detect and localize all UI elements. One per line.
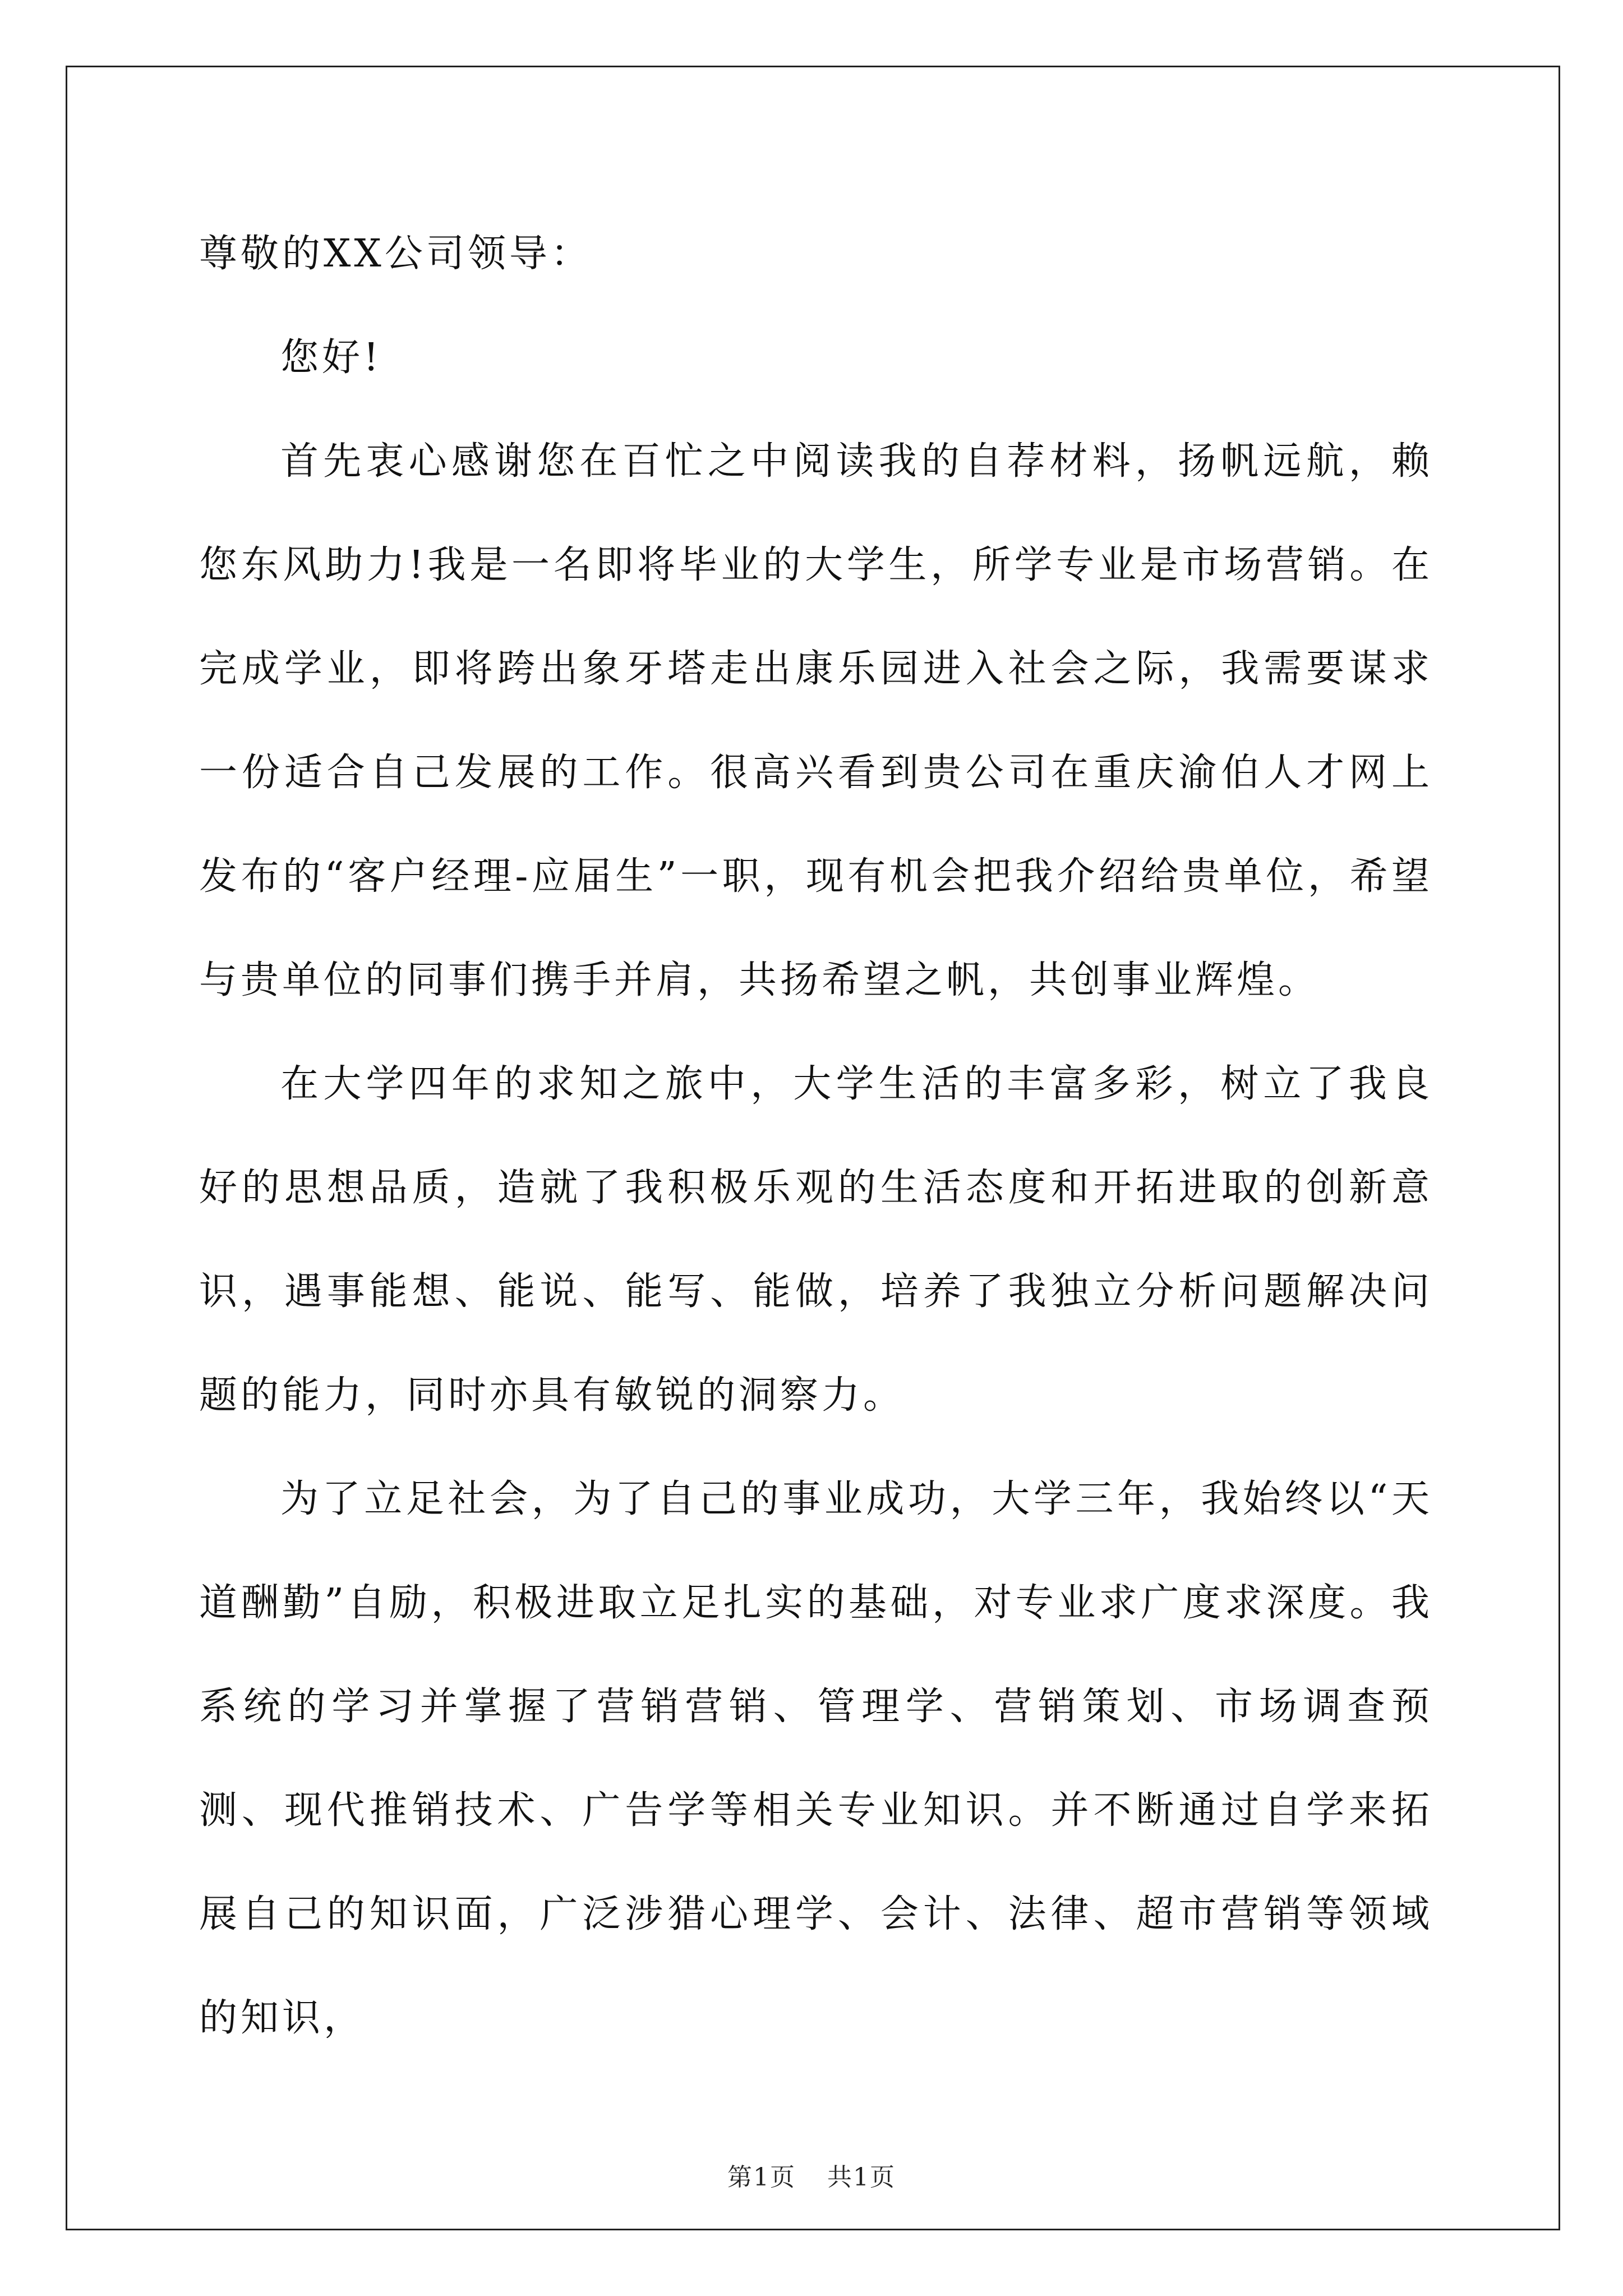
paragraph-3: 为了立足社会，为了自己的事业成功，大学三年，我始终以“天道酬勤”自励，积极进取立足扎实的基础，对专业求广度求深度。我系统的学习并掌握了营销营销、管理学、营销策划、市场调查预测、现代推销技术、广告学等相关专业知识。并不断通过自学来拓展自己的知识面，广泛涉猎心理学、会计、法律、超市营销等领域的知识，	[199, 1477, 1433, 2040]
paragraph-1: 首先衷心感谢您在百忙之中阅读我的自荐材料，扬帆远航，赖您东风助力!我是一名即将毕业的大学生，所学专业是市场营销。在完成学业，即将跨出象牙塔走出康乐园进入社会之际，我需要谋求一份适合自己发展的工作。很高兴看到贵公司在重庆渝伯人才网上发布的“客户经理-应届生”一职，现有机会把我介绍给贵单位，希望与贵单位的同事们携手并肩，共扬希望之帆，共创事业辉煌。	[199, 439, 1433, 1002]
page-total: 共1页	[827, 2163, 896, 2192]
paragraph-2: 在大学四年的求知之旅中，大学生活的丰富多彩，树立了我良好的思想品质，造就了我积极乐观的生活态度和开拓进取的创新意识，遇事能想、能说、能写、能做，培养了我独立分析问题解决问题的能力，同时亦具有敏锐的洞察力。	[199, 1062, 1433, 1418]
greeting: 您好!	[280, 335, 382, 380]
page-number: 第1页	[727, 2163, 796, 2192]
page-footer	[0, 2157, 1623, 2193]
salutation: 尊敬的XX公司领导：	[199, 232, 592, 276]
letter-body	[199, 202, 1433, 2070]
